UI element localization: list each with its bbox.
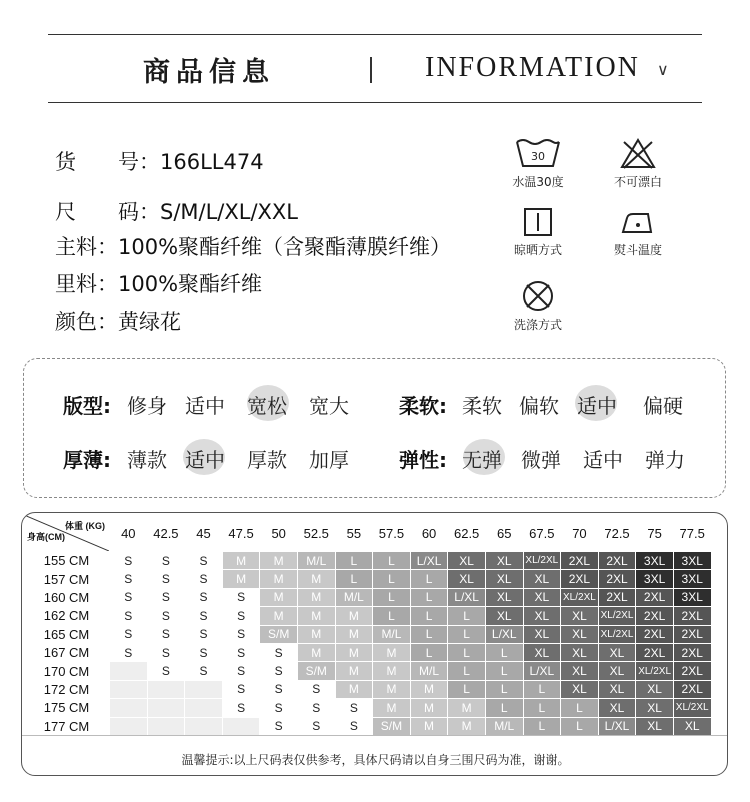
size-cell: XL (561, 607, 599, 625)
size-cell: L (523, 699, 561, 717)
height-label: 177 CM (43, 718, 90, 734)
size-cell: XL/2XL (636, 662, 674, 680)
feature-option: 厚款 (247, 448, 287, 472)
size-cell: M/L (297, 552, 335, 570)
size-cell: XL (448, 570, 486, 588)
care-wash-30 (498, 136, 578, 190)
size-cell: L (448, 680, 486, 698)
feature-option: 宽大 (309, 394, 349, 418)
size-cell: M/L (485, 717, 523, 735)
size-cell: 2XL (673, 643, 711, 661)
size-cell: L/XL (410, 552, 448, 570)
size-cell: S (185, 662, 223, 680)
feature-option: 弹力 (645, 448, 685, 472)
feature-fit (63, 390, 383, 416)
size-cell: L (410, 625, 448, 643)
size-cell: L (448, 607, 486, 625)
size-cell: XL (485, 588, 523, 606)
height-label: 172 CM (43, 681, 90, 697)
size-chart-panel (21, 512, 728, 776)
size-cell: 2XL (673, 662, 711, 680)
size-cell: M/L (335, 588, 373, 606)
info-item-main-material (55, 231, 451, 261)
size-cell: L (410, 607, 448, 625)
info-value: 166LL474 (160, 150, 264, 174)
size-cell: L/XL (598, 717, 636, 735)
size-cell: S/M (260, 625, 298, 643)
size-cell: S (147, 643, 185, 661)
size-cell: XL (561, 680, 599, 698)
care-iron (598, 206, 678, 258)
size-cell: 2XL (561, 570, 599, 588)
size-cell: 2XL (636, 607, 674, 625)
size-cell: S (185, 552, 223, 570)
header-top-rule (48, 34, 702, 35)
size-table-header (24, 515, 711, 552)
size-cell: S (185, 588, 223, 606)
height-label: 167 CM (43, 645, 90, 661)
table-row (24, 588, 711, 606)
feature-label: 版型: (63, 394, 111, 418)
info-item-size (55, 196, 298, 226)
size-cell: L (335, 552, 373, 570)
size-cell: M (373, 643, 411, 661)
info-label: 主料： (55, 235, 118, 259)
size-cell: XL (636, 699, 674, 717)
size-cell: 3XL (636, 570, 674, 588)
care-caption: 不可漂白 (613, 175, 662, 189)
no-tumble-icon (520, 279, 556, 313)
size-cell: 2XL (598, 588, 636, 606)
size-cell: L (523, 680, 561, 698)
size-cell: M (373, 662, 411, 680)
size-cell: XL/2XL (673, 699, 711, 717)
size-cell: XL (523, 607, 561, 625)
size-cell: XL (485, 570, 523, 588)
size-cell: XL/2XL (598, 607, 636, 625)
size-cell: S (147, 588, 185, 606)
size-cell: S (147, 625, 185, 643)
size-cell: S (222, 699, 260, 717)
wash-30-icon (513, 136, 563, 170)
care-no-bleach (598, 136, 678, 190)
size-cell: M/L (373, 625, 411, 643)
care-caption: 水温30度 (512, 175, 564, 189)
size-cell: S (185, 643, 223, 661)
weight-header: 55 (346, 525, 362, 541)
size-cell: XL/2XL (598, 625, 636, 643)
weight-header: 50 (271, 525, 286, 541)
size-cell: XL (523, 625, 561, 643)
weight-header: 47.5 (228, 525, 254, 541)
size-cell: L (410, 588, 448, 606)
size-cell: XL (673, 717, 711, 735)
size-cell: L (373, 570, 411, 588)
size-cell: S/M (373, 717, 411, 735)
svg-text:30: 30 (531, 150, 545, 163)
header-title-cn: 商品信息 (143, 57, 275, 88)
size-cell: M (410, 680, 448, 698)
size-cell: S (147, 607, 185, 625)
size-cell: L (561, 699, 599, 717)
weight-header: 45 (196, 525, 211, 541)
size-cell: S (147, 552, 185, 570)
feature-option: 修身 (127, 394, 167, 418)
size-cell: S (110, 607, 148, 625)
note-divider (22, 735, 728, 736)
size-cell: 2XL (636, 643, 674, 661)
height-label: 170 CM (43, 663, 90, 679)
size-cell: S (110, 552, 148, 570)
size-cell: XL (523, 588, 561, 606)
feature-thickness (63, 444, 383, 470)
size-cell: S (260, 717, 298, 735)
size-cell: S (222, 625, 260, 643)
feature-label: 弹性: (399, 448, 447, 472)
size-cell: L/XL (485, 625, 523, 643)
feature-option: 加厚 (309, 448, 349, 472)
weight-header: 42.5 (153, 525, 179, 541)
size-cell: S (110, 570, 148, 588)
size-cell: L (561, 717, 599, 735)
weight-header: 62.5 (453, 525, 480, 541)
size-cell: XL (561, 643, 599, 661)
info-label: 颜色： (55, 310, 118, 334)
size-cell: L (485, 699, 523, 717)
care-no-tumble (498, 279, 578, 333)
size-cell: 3XL (673, 552, 711, 570)
size-cell: XL (598, 662, 636, 680)
size-cell: 2XL (636, 588, 674, 606)
info-value: 黄绿花 (118, 310, 181, 334)
size-cell: M (297, 607, 335, 625)
size-cell: M (260, 570, 298, 588)
size-cell: S (185, 625, 223, 643)
size-cell: M (448, 699, 486, 717)
height-label: 162 CM (43, 608, 90, 624)
size-cell: 2XL (673, 607, 711, 625)
size-cell: L (410, 570, 448, 588)
weight-header: 67.5 (529, 525, 555, 541)
size-cell: S (222, 662, 260, 680)
size-cell: XL (636, 680, 674, 698)
size-cell: M (260, 588, 298, 606)
weight-header: 40 (121, 525, 136, 541)
feature-option: 适中 (577, 394, 617, 418)
weight-header: 65 (497, 525, 512, 541)
table-row (24, 699, 711, 717)
feature-option: 偏硬 (643, 394, 683, 418)
feature-option: 适中 (185, 394, 225, 418)
size-cell: S (185, 570, 223, 588)
features-panel (23, 358, 726, 498)
care-caption: 洗涤方式 (513, 318, 562, 332)
size-cell (110, 717, 148, 735)
size-cell: M (222, 552, 260, 570)
size-cell: S (185, 607, 223, 625)
weight-header: 75 (647, 525, 662, 541)
size-cell: 2XL (636, 625, 674, 643)
size-cell (110, 662, 148, 680)
size-cell: XL (598, 680, 636, 698)
feature-option: 宽松 (247, 394, 287, 418)
feature-option: 偏软 (519, 394, 559, 418)
weight-header: 72.5 (604, 525, 630, 541)
size-cell: M (335, 662, 373, 680)
info-label: 尺 码： (55, 200, 160, 224)
height-label: 157 CM (43, 571, 90, 587)
size-cell (185, 699, 223, 717)
no-bleach-icon (618, 136, 658, 170)
info-value: S/M/L/XL/XXL (160, 200, 299, 224)
size-cell: L (373, 552, 411, 570)
table-row (24, 570, 711, 588)
size-cell: XL (523, 570, 561, 588)
header-divider (370, 57, 372, 83)
size-cell: M (335, 625, 373, 643)
table-row (24, 643, 711, 661)
feature-option: 适中 (583, 448, 623, 472)
header-title-en: INFORMATION (425, 52, 640, 83)
care-line-dry (498, 206, 578, 258)
size-cell: S (260, 680, 298, 698)
size-cell: M (448, 717, 486, 735)
size-cell: L (485, 662, 523, 680)
weight-header: 52.5 (303, 525, 329, 541)
size-cell: S (147, 570, 185, 588)
weight-header: 57.5 (378, 525, 405, 541)
feature-option: 微弹 (521, 448, 561, 472)
size-cell: S (147, 662, 185, 680)
size-cell: 2XL (673, 625, 711, 643)
info-value: 100%聚酯纤维（含聚酯薄膜纤维） (118, 235, 452, 259)
size-cell: XL (485, 552, 523, 570)
size-cell: XL (636, 717, 674, 735)
care-caption: 晾晒方式 (513, 243, 562, 257)
table-corner (24, 515, 110, 552)
feature-softness (399, 390, 719, 416)
weight-axis-label: 体重 (KG) (65, 521, 105, 532)
size-cell: XL/2XL (561, 588, 599, 606)
size-cell: L (448, 662, 486, 680)
size-cell (185, 717, 223, 735)
table-row (24, 625, 711, 643)
height-label: 160 CM (43, 589, 90, 605)
size-cell: M (222, 570, 260, 588)
chevron-down-icon: ∨ (657, 60, 669, 79)
size-cell (147, 717, 185, 735)
size-cell: L (448, 643, 486, 661)
table-row (24, 607, 711, 625)
care-caption: 熨斗温度 (613, 243, 662, 257)
size-cell: L (373, 607, 411, 625)
size-cell: S (222, 643, 260, 661)
size-cell (147, 699, 185, 717)
size-cell: 2XL (598, 570, 636, 588)
size-cell: S (297, 717, 335, 735)
size-cell: L (448, 625, 486, 643)
size-cell: M (297, 570, 335, 588)
size-cell: XL (485, 607, 523, 625)
size-cell: M (373, 680, 411, 698)
size-cell: M (297, 625, 335, 643)
feature-option: 适中 (185, 448, 225, 472)
info-label: 里料： (55, 272, 118, 296)
size-cell: 2XL (673, 680, 711, 698)
size-cell: M (260, 552, 298, 570)
table-row (24, 552, 711, 570)
size-cell: L/XL (523, 662, 561, 680)
weight-header: 70 (572, 525, 587, 541)
size-cell: S (297, 699, 335, 717)
size-cell: S (260, 643, 298, 661)
size-cell: S (110, 625, 148, 643)
height-axis-label: 身高(CM) (27, 532, 65, 543)
iron-low-icon (618, 206, 658, 238)
info-item-color (55, 306, 181, 336)
size-cell (147, 680, 185, 698)
size-cell: XL (561, 625, 599, 643)
size-cell (185, 680, 223, 698)
feature-option: 无弹 (462, 448, 502, 472)
size-cell: L/XL (448, 588, 486, 606)
feature-label: 厚薄: (63, 448, 111, 472)
size-cell: L (335, 570, 373, 588)
size-cell: L (485, 680, 523, 698)
size-cell: S (110, 643, 148, 661)
height-label: 165 CM (43, 626, 90, 642)
size-cell: L (410, 643, 448, 661)
size-cell: XL (561, 662, 599, 680)
size-cell: M (373, 699, 411, 717)
size-cell: XL/2XL (523, 552, 561, 570)
feature-option: 薄款 (127, 448, 167, 472)
size-cell: S (222, 607, 260, 625)
height-label: 175 CM (43, 700, 90, 716)
size-note: 温馨提示:以上尺码表仅供参考，具体尺码请以自身三围尺码为准，谢谢。 (181, 753, 570, 767)
size-cell: 3XL (673, 588, 711, 606)
table-row (24, 662, 711, 680)
info-item-lining (55, 268, 262, 298)
weight-header: 60 (421, 525, 437, 541)
size-cell: S (260, 662, 298, 680)
size-cell: S (335, 717, 373, 735)
size-cell: L (485, 643, 523, 661)
size-cell: M (410, 699, 448, 717)
size-cell: L (373, 588, 411, 606)
size-cell (110, 680, 148, 698)
weight-header: 77.5 (679, 525, 705, 541)
size-cell (222, 717, 260, 735)
size-cell: M (297, 643, 335, 661)
size-cell: S (297, 680, 335, 698)
feature-elasticity (399, 444, 719, 470)
size-cell: XL (523, 643, 561, 661)
size-cell: M (335, 643, 373, 661)
size-cell: S (110, 588, 148, 606)
size-cell: 3XL (673, 570, 711, 588)
size-cell: XL (448, 552, 486, 570)
size-cell: S (260, 699, 298, 717)
size-cell: 2XL (598, 552, 636, 570)
size-cell: M (260, 607, 298, 625)
height-label: 155 CM (43, 553, 90, 569)
feature-option: 柔软 (462, 394, 502, 418)
line-dry-icon (521, 206, 555, 238)
header-bottom-rule (48, 102, 702, 103)
info-item-sku (55, 146, 264, 176)
size-table (24, 515, 712, 736)
size-cell: M (335, 680, 373, 698)
size-cell: 3XL (636, 552, 674, 570)
size-cell: M (297, 588, 335, 606)
table-row (24, 680, 711, 698)
size-cell: M (335, 607, 373, 625)
size-cell: S (222, 588, 260, 606)
size-cell: 2XL (561, 552, 599, 570)
table-row (24, 717, 711, 735)
size-cell: S (335, 699, 373, 717)
info-label: 货 号： (55, 150, 160, 174)
info-value: 100%聚酯纤维 (118, 272, 263, 296)
size-cell: M (410, 717, 448, 735)
feature-label: 柔软: (399, 394, 447, 418)
size-cell: S (222, 680, 260, 698)
size-cell: M/L (410, 662, 448, 680)
size-cell: XL (598, 643, 636, 661)
size-cell: S/M (297, 662, 335, 680)
size-cell: XL (598, 699, 636, 717)
size-cell (110, 699, 148, 717)
size-cell: L (523, 717, 561, 735)
